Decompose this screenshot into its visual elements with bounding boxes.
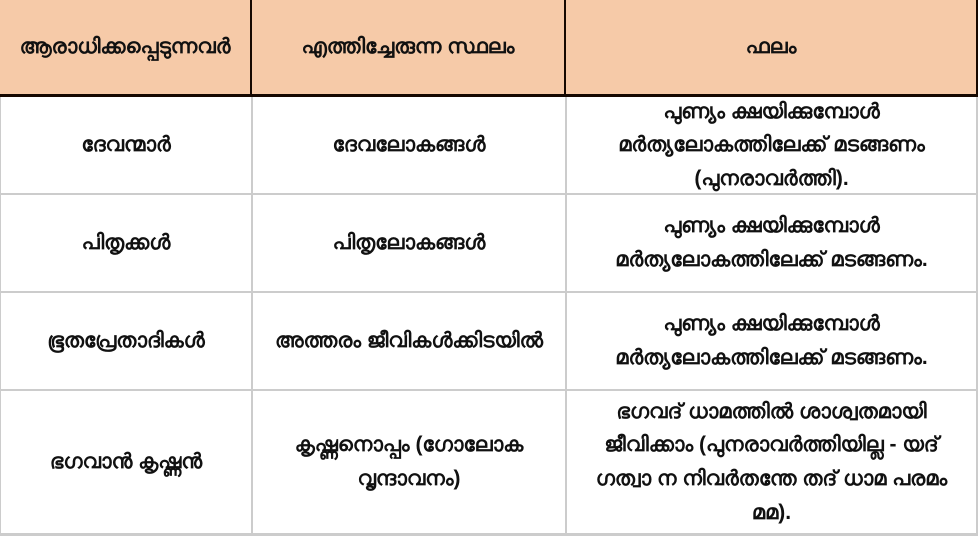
cell-result: പുണ്യം ക്ഷയിക്കുമ്പോൾ മർത്യലോകത്തിലേക്ക് മടങ്ങണം. <box>565 195 976 291</box>
cell-result: പുണ്യം ക്ഷയിക്കുമ്പോൾ മർത്യലോകത്തിലേക്ക് മടങ്ങണം. <box>565 293 976 389</box>
table-row-pitrus <box>0 195 978 293</box>
cell-worshipped: ദേവന്മാർ <box>81 133 171 157</box>
table-row-devas <box>0 97 978 195</box>
cell-place-reached: ദേവലോകങ്ങൾ <box>251 97 565 193</box>
table-body <box>0 97 978 536</box>
table-header-row <box>0 0 978 97</box>
cell-worshipped: ഭഗവാൻ കൃഷ്ണൻ <box>49 450 203 474</box>
table-row-krishna <box>0 391 978 536</box>
cell-worshipped: പിതൃക്കൾ <box>81 231 171 255</box>
cell-worshipped: ഭൂതപ്രേതാദികൾ <box>47 329 205 353</box>
cell-result: ഭഗവദ് ധാമത്തിൽ ശാശ്വതമായി ജീവിക്കാം (പുനരാവർത്തിയില്ല - യദ് ഗത്വാ ന നിവർതന്തേ തദ് ധാമ പരമം മമ). <box>565 391 976 533</box>
cell-place-reached: കൃഷ്ണനൊപ്പം (ഗോലോക വൃന്ദാവനം) <box>251 391 565 533</box>
header-place-reached: എത്തിച്ചേരുന്ന സ്ഥലം <box>250 0 564 94</box>
cell-place-reached: പിതൃലോകങ്ങൾ <box>251 195 565 291</box>
cell-result: പുണ്യം ക്ഷയിക്കുമ്പോൾ മർത്യലോകത്തിലേക്ക് മടങ്ങണം (പുനരാവർത്തി). <box>565 97 976 193</box>
header-worshipped: ആരാധിക്കപ്പെടുന്നവർ <box>19 35 231 59</box>
header-result: ഫലം <box>564 0 976 94</box>
cell-place-reached: അത്തരം ജീവികൾക്കിടയിൽ <box>251 293 565 389</box>
table-row-bhutas <box>0 293 978 391</box>
